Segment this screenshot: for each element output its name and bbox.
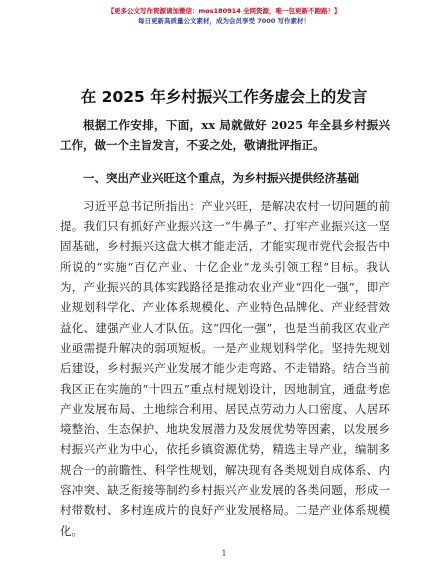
body-paragraph-1: 习近平总书记所指出：产业兴旺，是解决农村一切问题的前提。我们只有抓好产业振兴这一“牛鼻子”、打牢产业振兴这一坚固基础，乡村振兴这盘大棋才能走活，才能实现市党代会报告中所说的“实施“百亿产业、十亿企业”龙头引领工程”目标。我认为，产业振兴的具体实践路径是推动农业产业“四化一强”，即产业规划科学化、产业体系规模化、产业特色品牌化、产业经营效益化、建强产业人才队伍。这“四化一强”，也是当前我区农业产业亟需提升解决的弱项短板。一是产业规划科学化。坚持先规划后建设，乡村振兴产业发展才能少走弯路、不走错路。结合当前我区正在实施的“十四五”重点村规划设计，因地制宜，通盘考虑产业发展布局、土地综合利用、居民点劳动力人口密度、人居环境整治、生态保护、地块发展潜力及发展优势等因素，以发展乡村振兴产业为中心，依托乡镇资源优势，精选主导产业，编制多规合一的前瞻性、科学性规划，解决现有各类规划自成体系、内容冲突、缺乏衔接等制约乡村振兴产业发展的各类问题，形成一村带数村、多村连成片的良好产业发展格局。二是产业体系规模化。 (60, 198, 390, 538)
document-body (60, 115, 390, 541)
page-number: 1 (221, 549, 227, 558)
document-title: 在 2025 年乡村振兴工作务虚会上的发言 (80, 88, 368, 106)
intro-paragraph: 根据工作安排，下面，xx 局就做好 2025 年全县乡村振兴工作，做一个主旨发言，不妥之处，敬请批评指正。 (60, 118, 390, 153)
promo-banner-line2: 每日更新高质量公文素材，成为会员享受 7000 写作素材！ (137, 17, 311, 25)
section-heading-1: 一、突出产业兴旺这个重点，为乡村振兴提供经济基础 (83, 170, 359, 185)
promo-banner-line1: 【更多公文写作资源请加微信：mos180914 全网资源，唯一包更新不跑路！】 (107, 7, 341, 15)
